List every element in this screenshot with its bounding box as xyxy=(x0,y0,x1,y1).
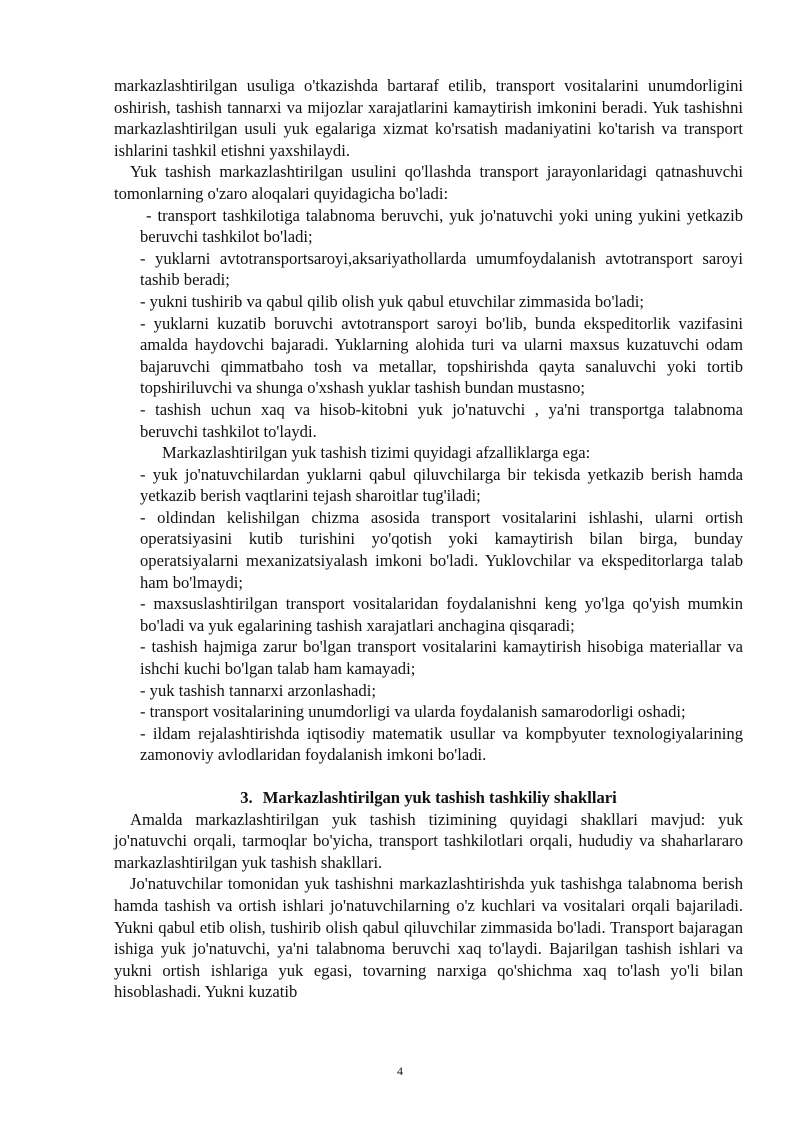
advantages-intro: Markazlashtirilgan yuk tashish tizimi quyidagi afzalliklarga ega: xyxy=(162,443,591,463)
document-page xyxy=(114,75,743,1003)
list-item: - yuk tashish tannarxi arzonlashadi; xyxy=(140,680,376,700)
list-item: - tashish hajmiga zarur bo'lgan transport vositalarini kamaytirish hisobiga materiallar va ishchi kuchi bo'lgan talab ham kamayadi; xyxy=(140,637,743,679)
participants-list xyxy=(114,205,743,443)
paragraph-forms: Amalda markazlashtirilgan yuk tashish tizimining quyidagi shakllari mavjud: yuk jo'natuvchi orqali, tarmoqlar bo'yicha, transport tashkilotlari orqali, hududiy va shaharlararo markazlashtirilgan yuk tashish shakllari. xyxy=(114,809,743,872)
section-title: Markazlashtirilgan yuk tashish tashkiliy shakllari xyxy=(262,788,617,807)
list-item: - ildam rejalashtirishda iqtisodiy matematik usullar va kompbyuter texnologiyalarining zamonoviy avlodlaridan foydalanish imkoni bo'ladi. xyxy=(140,723,743,765)
paragraph-participants: Yuk tashish markazlashtirilgan usulini qo'llashda transport jarayonlaridagi qatnashuvchi tomonlarning o'zaro aloqalari quyidagicha bo'ladi: xyxy=(114,162,743,203)
list-item: - tashish uchun xaq va hisob-kitobni yuk jo'natuvchi , ya'ni transportga talabnoma beruvchi tashkilot to'laydi. xyxy=(140,399,743,441)
paragraph-intro: markazlashtirilgan usuliga o'tkazishda bartaraf etilib, transport vositalarini unumdorligini oshirish, tashish tannarxi va mijozlar xarajatlarini kamaytirish imkonini beradi. Yuk tashishni markazlashtirilgan usuli yuk egalariga xizmat ko'rsatish madaniyatini ko'tarish va transport ishlarini tashkil etishni yaxshilaydi. xyxy=(114,76,743,160)
page-number: 4 xyxy=(397,1064,403,1078)
list-item: - maxsuslashtirilgan transport vositalaridan foydalanishni keng yo'lga qo'yish mumkin bo'ladi va yuk egalarining tashish xarajatlari anchagina qisqaradi; xyxy=(140,594,743,635)
list-item: - yuklarni kuzatib boruvchi avtotransport saroyi bo'lib, bunda ekspeditorlik vazifasini amalda haydovchi bajaradi. Yuklarning alohida turi va ularni maxsus kuzatuvchi odam bajaruvchi qimmatbaho tosh va metallar, topshirishda qayta sanaluvchi yoki tortib topshiriluvchi va shunga o'xshash yuklar tashish bundan mustasno; xyxy=(140,313,743,398)
section-number: 3. xyxy=(240,788,253,807)
list-item: - yukni tushirib va qabul qilib olish yuk qabul etuvchilar zimmasida bo'ladi; xyxy=(140,291,644,311)
list-item: - yuk jo'natuvchilardan yuklarni qabul qiluvchilarga bir tekisda yetkazib berish hamda yetkazib berish vaqtlarini tejash sharoitlar tug'iladi; xyxy=(140,464,743,506)
list-item: - yuklarni avtotransportsaroyi,aksariyathollarda umumfoydalanish avtotransport saroyi tashib beradi; xyxy=(140,248,743,290)
list-item: - oldindan kelishilgan chizma asosida transport vositalarini ishlashi, ularni ortish operatsiyasini kutib turishini yo'qotish yoki kamaytirish bilan birga, bunday operatsiyalarni mexanizatsiyalash imkoni bo'ladi. Yuklovchilar va ekspeditorlarga talab ham bo'lmaydi; xyxy=(140,507,743,592)
list-item: - transport tashkilotiga talabnoma beruvchi, yuk jo'natuvchi yoki uning yukini yetkazib beruvchi tashkilot bo'ladi; xyxy=(140,205,743,247)
list-item: - transport vositalarining unumdorligi va ularda foydalanish samarodorligi oshadi; xyxy=(140,702,686,722)
advantages-list xyxy=(114,464,743,766)
section-heading xyxy=(114,787,743,809)
paragraph-senders: Jo'natuvchilar tomonidan yuk tashishni markazlashtirishda yuk tashishga talabnoma berish hamda tashish va ortish ishlari jo'natuvchilarning o'z kuchlari va vositalari orqali bajariladi. Yukni qabul etib olish, tushirib olish qabul qiluvchilar zimmasida bo'ladi. Transport bajaragan ishiga yuk jo'natuvchi, ya'ni talabnoma beruvchi xaq to'laydi. Bajarilgan tashish ishlari va yukni ortish ishlariga yuk egasi, tovarning narxiga qo'shichma xaq to'lash yo'li bilan hisoblashadi. Yukni kuzatib xyxy=(114,874,743,1002)
